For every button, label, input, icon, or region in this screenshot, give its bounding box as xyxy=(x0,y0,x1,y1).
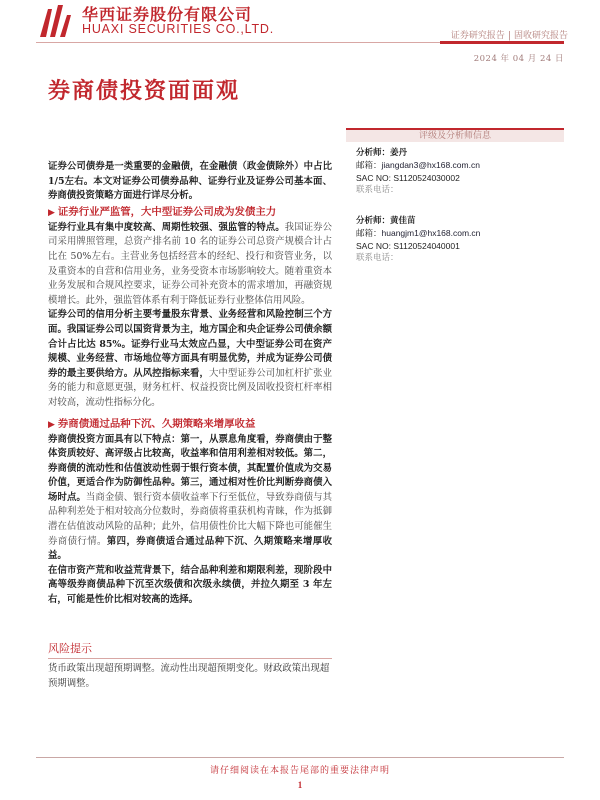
tag-separator: | xyxy=(507,31,511,41)
footer-rule xyxy=(36,757,564,758)
section-heading-2-text: 券商债通过品种下沉、久期策略来增厚收益 xyxy=(57,417,256,430)
section-2-p1-tail: 第四，券商债适合通过品种下沉、久期策略来增厚收益。 xyxy=(48,535,332,562)
analyst-2-email-label: 邮箱： xyxy=(356,229,382,239)
section-2-p1-body: 当商金债、银行资本债收益率下行至低位，导致券商债与其品种利差处于相对较高分位数时，券商债将重获机构青睐，作为抵御潜在估值波动风险的品种；此外，信用债性价比大幅下降也可能催生券商债行情。 xyxy=(48,491,332,547)
section-2-paragraph-2: 在信市资产荒和收益荒背景下，结合品种利差和期限利差，现阶段中高等级券商债品种下沉至次级债和次级永续债，并拉久期至 3 年左右，可能是性价比相对较高的选择。 xyxy=(48,564,332,606)
section-heading-2 xyxy=(48,417,332,433)
analyst-2-name: 黄佳苗 xyxy=(390,216,416,226)
header-accent-rule xyxy=(440,41,564,44)
analyst-1-sac: S1120524030002 xyxy=(393,173,460,183)
report-tags xyxy=(451,28,568,41)
section-2-p1-lead: 券商债投资方面具有以下特点：第一，从票息角度看，券商债由于整体资质较好、高评级占比较高，收益率和信用利差相对较低。第二，券商债的流动性和估值波动性弱于银行资本债，其配置价值成为交易价值，更适合作为防御性品种。第三，通过相对性价比判断券商债入场时点。 xyxy=(48,433,332,503)
huaxi-logo-icon xyxy=(36,3,76,39)
section-heading-1-text: 证券行业严监管，大中型证券公司成为发债主力 xyxy=(57,205,277,218)
analyst-2-sac-label: SAC NO: xyxy=(356,241,391,251)
section-1-p1-lead: 证券行业具有集中度较高、周期性较强、强监管的特点。 xyxy=(48,221,285,233)
analyst-1-label: 分析师： xyxy=(356,148,391,158)
report-title: 券商债投资面面观 xyxy=(48,78,241,104)
company-name-en: HUAXI SECURITIES CO.,LTD. xyxy=(82,22,275,36)
legal-notice: 请仔细阅读在本报告尾部的重要法律声明 xyxy=(209,766,390,776)
section-1-paragraph-1 xyxy=(48,221,332,309)
report-tag-securities: 证券研究报告 xyxy=(450,31,505,41)
analyst-1-email[interactable]: jiangdan3@hx168.com.cn xyxy=(381,160,480,170)
analyst-card-1 xyxy=(346,142,564,196)
section-1-p2-lead: 证券公司的信用分析主要考量股东背景、业务经营和风险控制三个方面。我国证券公司以国资背景为主，地方国企和央企证券公司债余额合计占比达 85%。证券行业马太效应凸显，大中型证券公司在资产规模、业务经营、市场地位等方面具有明显优势，并成为证券公司债券的最主要供给方。从风控指标来看， xyxy=(48,309,332,379)
sidebar-header: 评级及分析师信息 xyxy=(346,128,564,142)
analyst-1-name: 姜丹 xyxy=(390,148,408,158)
analyst-1-sac-label: SAC NO: xyxy=(356,173,391,183)
main-column xyxy=(48,160,332,608)
analyst-card-2 xyxy=(346,210,564,264)
triangle-bullet-icon: ▶ xyxy=(48,419,55,430)
analyst-2-phone-label: 联系电话： xyxy=(356,253,399,263)
triangle-bullet-icon: ▶ xyxy=(48,207,55,218)
intro-paragraph: 证券公司债券是一类重要的金融债，在金融债（政金债除外）中占比1/5左右。本文对证券公司债券品种、证券行业及证券公司基本面、券商债投资策略方面进行详尽分析。 xyxy=(48,161,332,202)
page-number: 1 xyxy=(297,780,303,790)
company-name-cn: 华西证券股份有限公司 xyxy=(82,5,253,24)
analyst-1-phone-label: 联系电话： xyxy=(356,185,399,195)
report-date: 2024 年 04 月 24 日 xyxy=(473,54,564,64)
analyst-2-label: 分析师： xyxy=(356,216,391,226)
section-1-p1-body: 我国证券公司采用牌照管理，总资产排名前 10 名的证券公司总资产规模合计占比在 50%左右。主营业务包括经营本的经纪、投行和资管业务，以及重资本的自营和信用业务，业务受资本市场影响较大。随着重资本业务发展和合规风控要求，证券公司补充资本的需求增加，再融资规模增长。此外，强监管体系有利于降低证券行业整体信用风险。 xyxy=(48,221,332,306)
analyst-1-email-label: 邮箱： xyxy=(356,161,382,171)
report-tag-fixed-income: 固收研究报告 xyxy=(513,31,568,41)
analyst-2-sac: S1120524040001 xyxy=(393,241,460,251)
analyst-2-email[interactable]: huangjm1@hx168.com.cn xyxy=(381,228,481,238)
section-heading-1 xyxy=(48,205,332,221)
analyst-sidebar xyxy=(346,128,564,264)
risk-text: 货币政策出现超预期调整。流动性出现超预期变化。财政政策出现超预期调整。 xyxy=(48,663,330,689)
section-2-paragraph-1 xyxy=(48,433,332,564)
section-1-paragraph-2 xyxy=(48,308,332,410)
risk-heading: 风险提示 xyxy=(48,640,332,659)
section-1-p2-body: 大中型证券公司加杠杆扩张业务的能力和意愿更强，财务杠杆、权益投资比例及固收投资杠杆率相对较高，流动性指标分化。 xyxy=(48,367,332,408)
